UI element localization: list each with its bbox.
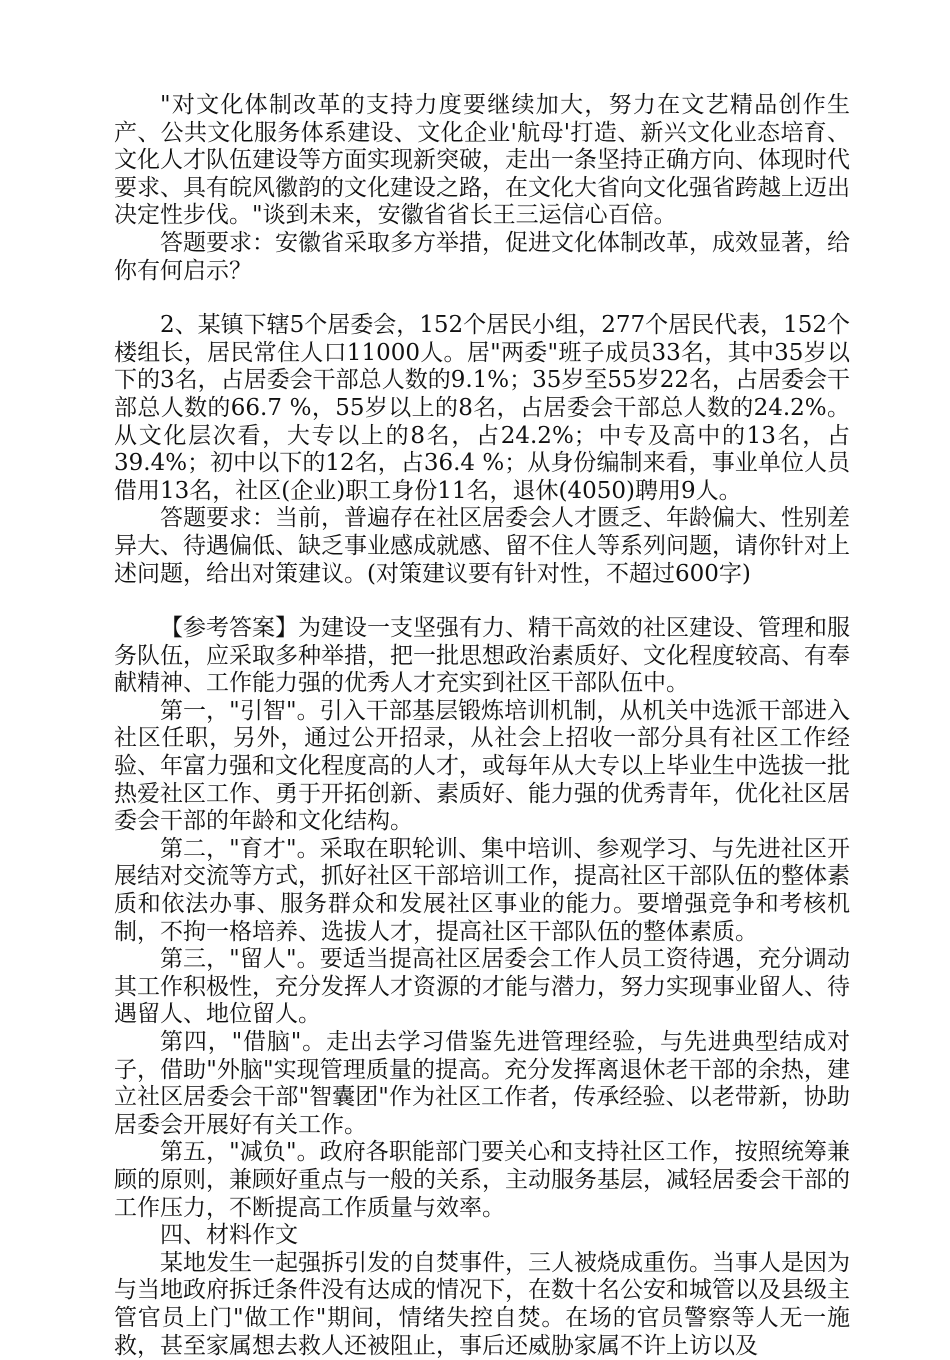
paragraph-question-2-requirement: 答题要求：当前，普遍存在社区居委会人才匮乏、年龄偏大、性别差异大、待遇偏低、缺乏事业感成就感、留不住人等系列问题，请你针对上述问题，给出对策建议。(对策建议要有针对性，不超过600字) bbox=[114, 505, 850, 587]
paragraph-question-1-requirement: 答题要求：安徽省采取多方举措，促进文化体制改革，成效显著，给你有何启示？ bbox=[114, 229, 850, 284]
paragraph-gap bbox=[114, 285, 850, 312]
document-page bbox=[114, 92, 850, 1360]
paragraph-measure-3: 第三，"留人"。要适当提高社区居委会工作人员工资待遇，充分调动其工作积极性，充分发挥人才资源的才能与潜力，努力实现事业留人、待遇留人、地位留人。 bbox=[114, 946, 850, 1028]
paragraph-measure-1: 第一，"引智"。引入干部基层锻炼培训机制，从机关中选派干部进入社区任职，另外，通过公开招录，从社会上招收一部分具有社区工作经验、年富力强和文化程度高的人才，或每年从大专以上毕业生中选拔一批热爱社区工作、勇于开拓创新、素质好、能力强的优秀青年，优化社区居委会干部的年龄和文化结构。 bbox=[114, 697, 850, 835]
paragraph-measure-2: 第二，"育才"。采取在职轮训、集中培训、参观学习、与先进社区开展结对交流等方式，抓好社区干部培训工作，提高社区干部队伍的整体素质和依法办事、服务群众和发展社区事业的能力。要增强竞争和考核机制，不拘一格培养、选拔人才，提高社区干部队伍的整体素质。 bbox=[114, 835, 850, 945]
paragraph-question-2-material: 2、某镇下辖5个居委会，152个居民小组，277个居民代表，152个楼组长，居民常住人口11000人。居"两委"班子成员33名，其中35岁以下的3名，占居委会干部总人数的9.1%；35岁至55岁22名，占居委会干部总人数的66.7 %，55岁以上的8名，占居委会干部总人数的24.2%。从文化层次看，大专以上的8名，占24.2%；中专及高中的13名，占39.4%；初中以下的12名，占36.4 %；从身份编制来看，事业单位人员借用13名，社区(企业)职工身份11名，退休(4050)聘用9人。 bbox=[114, 312, 850, 504]
paragraph-measure-5: 第五，"减负"。政府各职能部门要关心和支持社区工作，按照统筹兼顾的原则，兼顾好重点与一般的关系，主动服务基层，减轻居委会干部的工作压力，不断提高工作质量与效率。 bbox=[114, 1139, 850, 1221]
paragraph-essay-material: 某地发生一起强拆引发的自焚事件，三人被烧成重伤。当事人是因为与当地政府拆迁条件没有达成的情况下，在数十名公安和城管以及县级主管官员上门"做工作"期间，情绪失控自焚。在场的官员警察等人无一施救，甚至家属想去救人还被阻止，事后还威胁家属不许上访以及 bbox=[114, 1249, 850, 1359]
paragraph-gap bbox=[114, 588, 850, 615]
section-heading-material-essay: 四、材料作文 bbox=[160, 1222, 298, 1249]
paragraph-culture-reform-quote: "对文化体制改革的支持力度要继续加大，努力在文艺精品创作生产、公共文化服务体系建设、文化企业'航母'打造、新兴文化业态培育、文化人才队伍建设等方面实现新突破，走出一条坚持正确方向、体现时代要求、具有皖风徽韵的文化建设之路，在文化大省向文化强省跨越上迈出决定性步伐。"谈到未来，安徽省省长王三运信心百倍。 bbox=[114, 92, 850, 229]
paragraph-reference-answer: 【参考答案】为建设一支坚强有力、精干高效的社区建设、管理和服务队伍，应采取多种举措，把一批思想政治素质好、文化程度较高、有奉献精神、工作能力强的优秀人才充实到社区干部队伍中。 bbox=[114, 615, 850, 697]
paragraph-measure-4: 第四，"借脑"。走出去学习借鉴先进管理经验，与先进典型结成对子，借助"外脑"实现管理质量的提高。充分发挥离退休老干部的余热，建立社区居委会干部"智囊团"作为社区工作者，传承经验、以老带新，协助居委会开展好有关工作。 bbox=[114, 1029, 850, 1138]
